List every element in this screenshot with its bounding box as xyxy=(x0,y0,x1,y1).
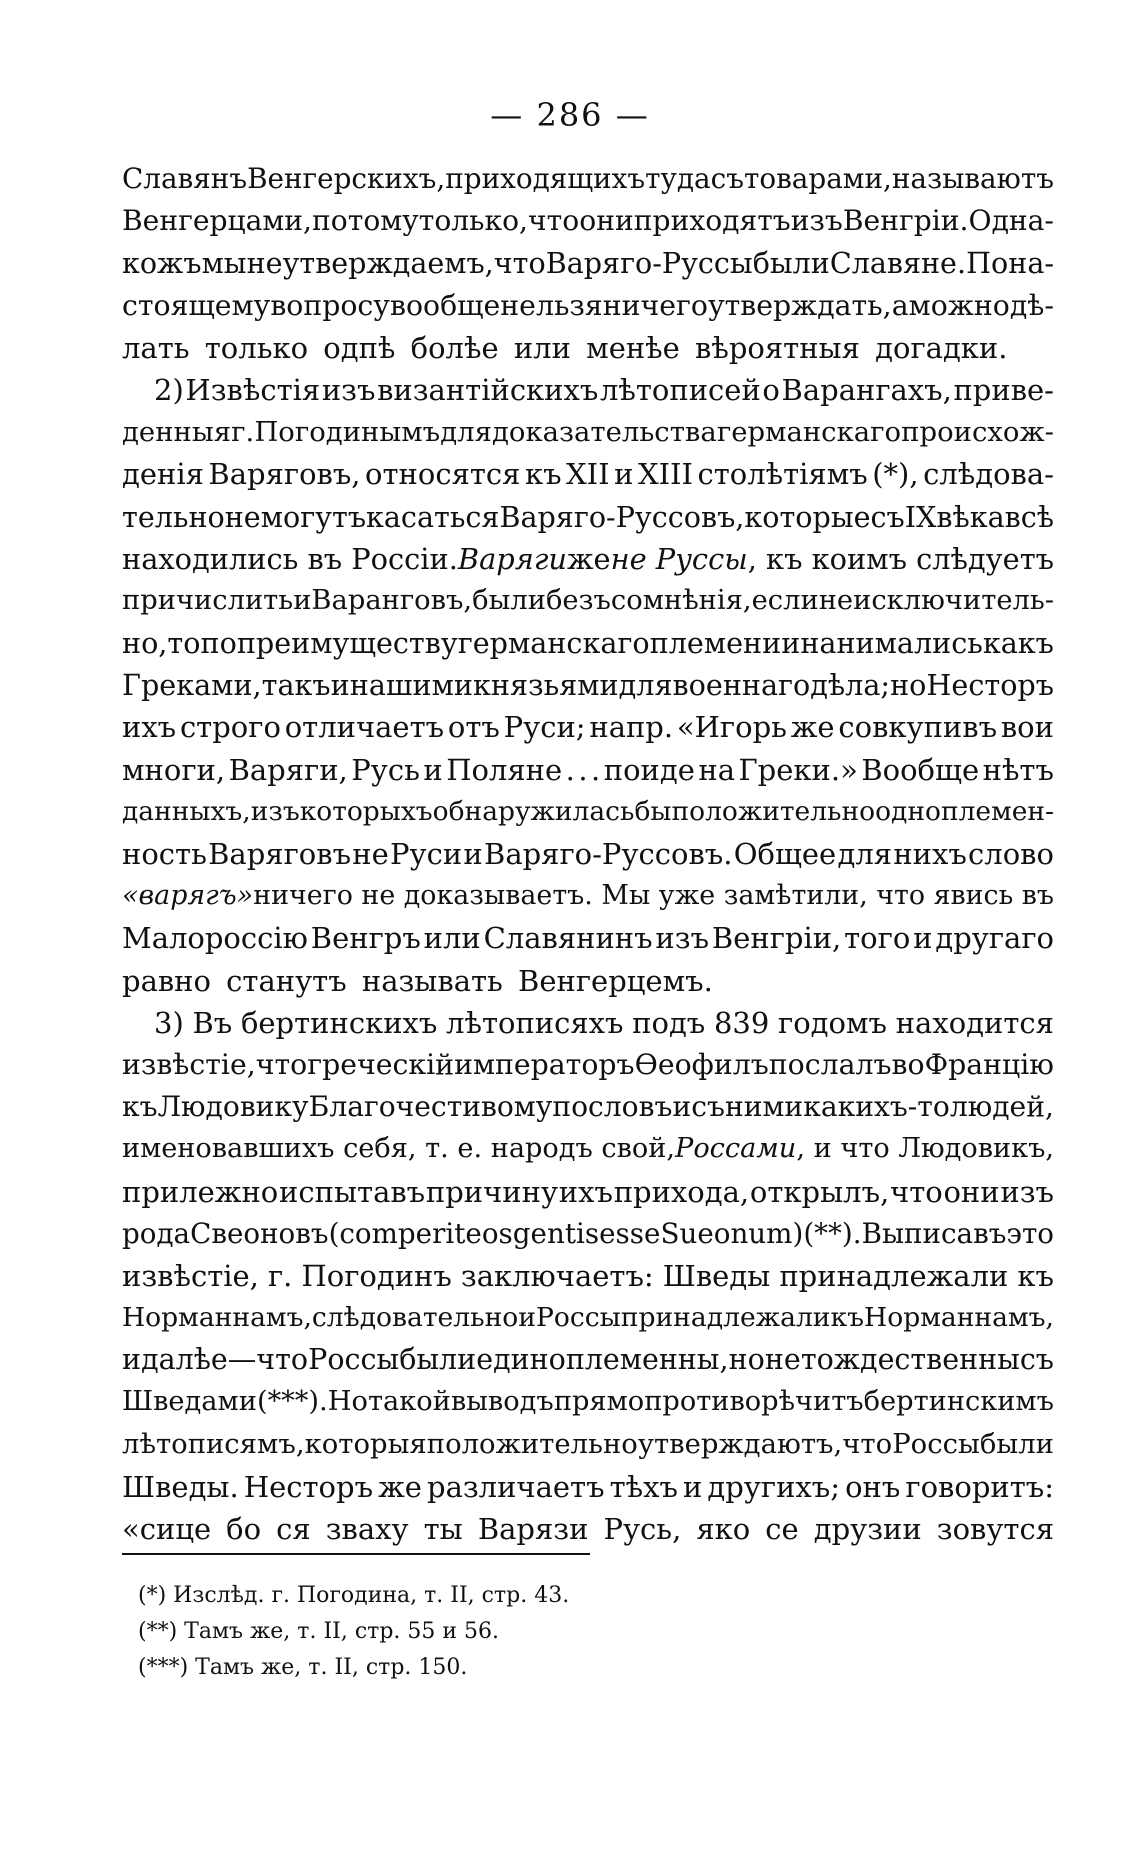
word: Варязи xyxy=(477,1512,589,1546)
word: подъ xyxy=(632,1005,706,1040)
word: съ xyxy=(870,499,905,534)
word: г. xyxy=(231,416,255,449)
word: на xyxy=(698,752,735,787)
word: были xyxy=(472,584,546,616)
word: годомъ xyxy=(778,1005,888,1040)
word: испытавъ xyxy=(279,1174,426,1209)
word: тождественны xyxy=(800,1343,1020,1377)
word: денныя xyxy=(122,416,232,449)
word: безъ xyxy=(545,584,611,616)
word: съ xyxy=(710,162,744,195)
text-line xyxy=(122,1044,1054,1086)
word: Благочестивому xyxy=(308,1090,553,1124)
word: eos xyxy=(465,1216,513,1250)
word: Норманнамъ, xyxy=(122,1302,312,1334)
word: единоплеменны, xyxy=(476,1343,729,1377)
word: утверждаемъ, xyxy=(282,246,494,281)
footnote: (*) Изслѣд. г. Погодина, т. II, стр. 43. xyxy=(138,1583,570,1608)
word: всѣ xyxy=(1004,499,1054,534)
word: не xyxy=(764,1343,801,1377)
word: и xyxy=(518,1302,536,1334)
word: Русь xyxy=(351,752,420,787)
text-line xyxy=(122,158,1054,200)
word: одноплемен- xyxy=(875,795,1054,827)
word: для xyxy=(440,416,492,449)
word: положительно xyxy=(426,1428,638,1460)
italic-text: не Руссы xyxy=(610,541,748,576)
word: изъ xyxy=(321,372,376,407)
italic-text: Варяги xyxy=(457,541,567,576)
word: князьями xyxy=(472,668,619,703)
body-text xyxy=(122,158,1054,1550)
word: стоящему xyxy=(122,288,271,322)
word: происхож- xyxy=(901,416,1054,449)
word: военнаго xyxy=(672,668,811,703)
word: называютъ xyxy=(891,162,1054,195)
text-line xyxy=(122,1381,1054,1423)
word: къ xyxy=(524,457,562,492)
text-line xyxy=(122,1297,1054,1339)
footnotes xyxy=(138,1578,569,1686)
word: находится xyxy=(895,1005,1054,1040)
word: Несторъ xyxy=(243,1469,374,1504)
text-line xyxy=(122,242,1054,284)
word: извѣстіе, xyxy=(122,1258,259,1293)
word: были xyxy=(752,246,830,281)
text-line xyxy=(122,1171,1054,1213)
word: Россы xyxy=(536,1302,621,1334)
word: того xyxy=(844,921,911,956)
word: IX xyxy=(904,499,937,534)
word: Шведы. xyxy=(122,1469,239,1504)
word: бертинскимъ xyxy=(863,1386,1054,1418)
word: . xyxy=(578,752,588,787)
word: и xyxy=(672,1090,692,1124)
text-line: «варягъ» ничего не доказываетъ. Мы уже замѣтили, что явись въ xyxy=(122,875,1054,917)
word: обнаружилась xyxy=(432,795,635,827)
word: съ xyxy=(1019,1343,1054,1377)
word: Варяго-Руссовъ, xyxy=(499,499,745,534)
word: слѣдова- xyxy=(923,457,1054,492)
word: для xyxy=(618,668,673,703)
word: что xyxy=(493,246,546,281)
word: какихъ-то xyxy=(803,1090,950,1124)
word: тельно xyxy=(122,499,225,534)
word: племени xyxy=(649,626,782,661)
word: открылъ, xyxy=(749,1174,890,1209)
word: не xyxy=(246,246,283,281)
text-line xyxy=(122,496,1054,538)
word: византійскихъ xyxy=(377,372,599,407)
page-number: — 286 — xyxy=(490,96,650,134)
text-line: именовавшихъ себя, т. е. народъ свой, Россами , и что Людовикъ, xyxy=(122,1128,1054,1170)
word: товарами, xyxy=(743,162,892,195)
text-line xyxy=(122,200,1054,242)
word: Извѣстія xyxy=(185,372,321,407)
word: слово xyxy=(968,837,1054,871)
word: были xyxy=(979,1428,1054,1460)
word: прихода, xyxy=(613,1174,750,1209)
word: вообще xyxy=(390,288,501,322)
word: прилежно xyxy=(122,1174,279,1209)
word: греческій xyxy=(307,1047,455,1081)
word: и xyxy=(293,584,312,616)
word: Варяго-Руссовъ. xyxy=(484,837,733,871)
word: бо xyxy=(226,1512,262,1546)
text-line xyxy=(122,917,1054,959)
word: это xyxy=(1006,1216,1054,1250)
word: Славяне. xyxy=(829,246,967,281)
word: то xyxy=(167,626,201,661)
word: (comperit xyxy=(328,1216,466,1250)
word: германскаго xyxy=(457,626,650,661)
word: и xyxy=(330,668,350,703)
word: изъ xyxy=(790,204,843,238)
word: Общее xyxy=(733,837,837,871)
word: различаетъ xyxy=(427,1469,605,1504)
word: XIII xyxy=(637,457,693,492)
word: или xyxy=(423,921,481,956)
word: слѣдовательно xyxy=(311,1302,519,1334)
word: они xyxy=(943,1174,1000,1209)
word: . xyxy=(565,752,575,787)
word: прямо xyxy=(553,1386,645,1418)
word: ты xyxy=(423,1512,463,1546)
word: нанимались xyxy=(800,626,983,661)
word: выводъ xyxy=(450,1386,554,1418)
word: другихъ; xyxy=(707,1469,841,1504)
text-line xyxy=(122,369,1054,411)
word: Славянинъ xyxy=(483,921,653,956)
word: какъ xyxy=(982,626,1054,661)
word: вопросу xyxy=(270,288,390,322)
word: что xyxy=(255,1047,308,1081)
word: совкупивъ xyxy=(838,710,998,745)
word: Несторъ xyxy=(926,668,1054,703)
text-line xyxy=(122,580,1054,622)
word: они xyxy=(579,204,634,238)
word: дѣла; xyxy=(810,668,891,703)
word: Sueonum) xyxy=(660,1216,804,1250)
word: (**). xyxy=(803,1216,862,1250)
word: людей, xyxy=(949,1090,1054,1124)
word: что xyxy=(890,1174,943,1209)
word: тѣхъ xyxy=(609,1469,678,1504)
word: были xyxy=(399,1343,477,1377)
word: XII xyxy=(566,457,610,492)
text-line xyxy=(122,664,1054,706)
word: «Игорь xyxy=(676,710,787,745)
word: но xyxy=(728,1343,765,1377)
word: Варяговъ xyxy=(208,837,352,871)
word: лѣтописей xyxy=(599,372,761,407)
text-line xyxy=(122,453,1054,495)
word: на- xyxy=(1008,246,1054,281)
word: Одна- xyxy=(968,204,1054,238)
word: приходятъ xyxy=(633,204,791,238)
word: преимуществу xyxy=(236,626,458,661)
word: могутъ xyxy=(260,499,367,534)
text-line xyxy=(122,1339,1054,1381)
word: Греки.» xyxy=(738,752,858,787)
word: нихъ xyxy=(893,837,967,871)
word: 3) xyxy=(154,1005,184,1040)
word: зваху xyxy=(325,1512,409,1546)
word: сомнѣнія, xyxy=(610,584,752,616)
word: Людовику xyxy=(157,1090,309,1124)
word: зовутся xyxy=(936,1512,1054,1546)
word: лѣтописямъ, xyxy=(122,1428,305,1460)
word: ность xyxy=(122,837,207,871)
word: другаго xyxy=(935,921,1054,956)
word: нельзя xyxy=(500,288,603,322)
word: «сице xyxy=(122,1512,212,1546)
word: приве- xyxy=(953,372,1054,407)
word: Но xyxy=(327,1386,368,1418)
word: принадлежали xyxy=(779,1258,1009,1293)
word: причислить xyxy=(122,584,294,616)
word: Русь, xyxy=(603,1512,682,1546)
word: Ѳеофилъ xyxy=(634,1047,769,1081)
word: нашими xyxy=(349,668,473,703)
word: къ xyxy=(1017,1258,1054,1293)
word: такъ xyxy=(261,668,331,703)
word: 2) xyxy=(154,372,184,407)
word: Въ xyxy=(192,1005,233,1040)
word: esse xyxy=(599,1216,661,1250)
word: gentis xyxy=(512,1216,600,1250)
italic-text: Россами xyxy=(675,1133,797,1165)
word: и xyxy=(913,921,933,956)
text-line: находились въ Россіи. Варяги же не Руссы , къ коимъ слѣдуетъ xyxy=(122,538,1054,580)
word: а xyxy=(891,288,909,322)
word: Венгерцами, xyxy=(122,204,312,238)
word: можно xyxy=(908,288,1010,322)
word: мы xyxy=(201,246,247,281)
word: же xyxy=(378,1469,422,1504)
word: утверждаютъ, xyxy=(637,1428,843,1460)
word: Варанговъ, xyxy=(311,584,473,616)
word: относятся xyxy=(365,457,521,492)
word: бертинскихъ xyxy=(240,1005,438,1040)
word: (*), xyxy=(872,457,919,492)
word: изъ xyxy=(250,795,300,827)
text-line xyxy=(122,1508,1054,1550)
word: но xyxy=(890,668,927,703)
word: говоритъ: xyxy=(905,1469,1054,1504)
word: не xyxy=(224,499,261,534)
word: если xyxy=(751,584,819,616)
word: Варангахъ, xyxy=(781,372,952,407)
word: Погодинымъ xyxy=(254,416,441,449)
word: друзии xyxy=(813,1512,922,1546)
word: потому xyxy=(312,204,419,238)
word: ихъ xyxy=(558,1174,613,1209)
word: такой xyxy=(367,1386,451,1418)
word: се xyxy=(765,1512,799,1546)
word: нѣтъ xyxy=(982,752,1054,787)
word: Погодинъ xyxy=(301,1258,452,1293)
word: приходящихъ xyxy=(445,162,646,195)
word: туда xyxy=(645,162,711,195)
word: заключаетъ: xyxy=(460,1258,654,1293)
word: не xyxy=(818,584,854,616)
word: онъ xyxy=(845,1469,901,1504)
word: съ xyxy=(691,1090,725,1124)
word: Малороссію xyxy=(122,921,308,956)
text-line xyxy=(122,1086,1054,1128)
word: Вообще xyxy=(861,752,980,787)
word: Шведы xyxy=(662,1258,771,1293)
word: послалъ xyxy=(768,1047,892,1081)
word: Выписавъ xyxy=(861,1216,1007,1250)
word: исключитель- xyxy=(853,584,1055,616)
word: дѣ- xyxy=(1009,288,1054,322)
word: и xyxy=(683,1469,703,1504)
word: напр. xyxy=(589,710,674,745)
word: Варяги, xyxy=(228,752,348,787)
word: лѣтописяхъ xyxy=(446,1005,624,1040)
word: Россы xyxy=(308,1343,400,1377)
word: (***). xyxy=(256,1386,328,1418)
word: утверждать, xyxy=(707,288,892,322)
word: бы xyxy=(634,795,672,827)
word: во xyxy=(891,1047,925,1081)
word: Поляне xyxy=(446,752,563,787)
word: По xyxy=(966,246,1009,281)
word: Руси; xyxy=(503,710,586,745)
word: и xyxy=(614,457,634,492)
text-line xyxy=(122,622,1054,664)
word: строго xyxy=(179,710,281,745)
word: поиде xyxy=(603,752,695,787)
word: которыя xyxy=(304,1428,427,1460)
word: и xyxy=(463,837,483,871)
word: 839 xyxy=(713,1005,770,1040)
word: изъ xyxy=(1000,1174,1054,1209)
text-line xyxy=(122,1002,1054,1044)
text-line xyxy=(122,285,1054,327)
word: изъ xyxy=(655,921,710,956)
word: отличаетъ xyxy=(284,710,445,745)
word: яко xyxy=(696,1512,751,1546)
word: . xyxy=(591,752,601,787)
word: Варяго-Руссы xyxy=(545,246,753,281)
word: противорѣчитъ xyxy=(644,1386,864,1418)
word: отъ xyxy=(447,710,500,745)
text-line xyxy=(122,1466,1054,1508)
word: которые xyxy=(744,499,871,534)
word: пословъ xyxy=(552,1090,673,1124)
footnote-divider xyxy=(122,1553,590,1555)
word: Греками, xyxy=(122,668,262,703)
word: г. xyxy=(267,1258,293,1293)
word: что xyxy=(842,1428,893,1460)
word: ничего xyxy=(602,288,708,322)
word: для xyxy=(837,837,893,871)
word: касаться xyxy=(366,499,500,534)
word: рода xyxy=(122,1216,191,1250)
text-line: равно станутъ называть Венгерцемъ. xyxy=(122,963,713,998)
word: что xyxy=(528,204,580,238)
word: доказательства xyxy=(492,416,717,449)
word: причину xyxy=(425,1174,559,1209)
word: Венгріи, xyxy=(711,921,842,956)
word: о xyxy=(762,372,780,407)
text-line xyxy=(122,1255,1054,1297)
text-line xyxy=(122,1213,1054,1255)
word: ними xyxy=(725,1090,804,1124)
word: положительно xyxy=(671,795,876,827)
text-line: лать только одпѣ болѣе или менѣе вѣроятныя догадки. xyxy=(122,330,1008,365)
word: денія xyxy=(122,457,204,492)
word: многи, xyxy=(122,752,226,787)
text-line xyxy=(122,706,1054,748)
word: Свеоновъ xyxy=(190,1216,329,1250)
text-line xyxy=(122,749,1054,791)
word: ихъ xyxy=(122,710,177,745)
italic-text: «варягъ» xyxy=(122,880,254,912)
word: только, xyxy=(418,204,528,238)
word: которыхъ xyxy=(299,795,433,827)
word: кожъ xyxy=(122,246,202,281)
word: ся xyxy=(276,1512,311,1546)
word: извѣстіе, xyxy=(122,1047,256,1081)
word: Францію xyxy=(924,1047,1054,1081)
word: но, xyxy=(122,626,168,661)
word: германскаго xyxy=(716,416,902,449)
footnote: (***) Тамъ же, т. II, стр. 150. xyxy=(138,1655,468,1680)
word: Венгерскихъ, xyxy=(247,162,446,195)
word: и xyxy=(423,752,443,787)
word: вѣка xyxy=(936,499,1005,534)
text-line xyxy=(122,1424,1054,1466)
word: Руси xyxy=(390,837,463,871)
word: Венгръ xyxy=(310,921,421,956)
word: къ xyxy=(830,1302,865,1334)
word: Россы xyxy=(892,1428,980,1460)
word: данныхъ, xyxy=(122,795,251,827)
word: Венгріи. xyxy=(842,204,969,238)
word: и xyxy=(781,626,801,661)
word: по xyxy=(200,626,237,661)
word: принадлежали xyxy=(620,1302,831,1334)
word: къ xyxy=(122,1090,158,1124)
word: далѣе—что xyxy=(141,1343,309,1377)
word: Шведами xyxy=(122,1386,257,1418)
word: Варяговъ, xyxy=(208,457,361,492)
word: же xyxy=(790,710,835,745)
text-line xyxy=(122,833,1054,875)
word: и xyxy=(122,1343,141,1377)
word: столѣтіямъ xyxy=(697,457,868,492)
footnote: (**) Тамъ же, т. II, стр. 55 и 56. xyxy=(138,1619,500,1644)
text-line xyxy=(122,411,1054,453)
word: Норманнамъ, xyxy=(864,1302,1054,1334)
text-line xyxy=(122,791,1054,833)
word: императоръ xyxy=(454,1047,635,1081)
word: не xyxy=(352,837,389,871)
word: Славянъ xyxy=(122,162,248,195)
word: вои xyxy=(1000,710,1054,745)
